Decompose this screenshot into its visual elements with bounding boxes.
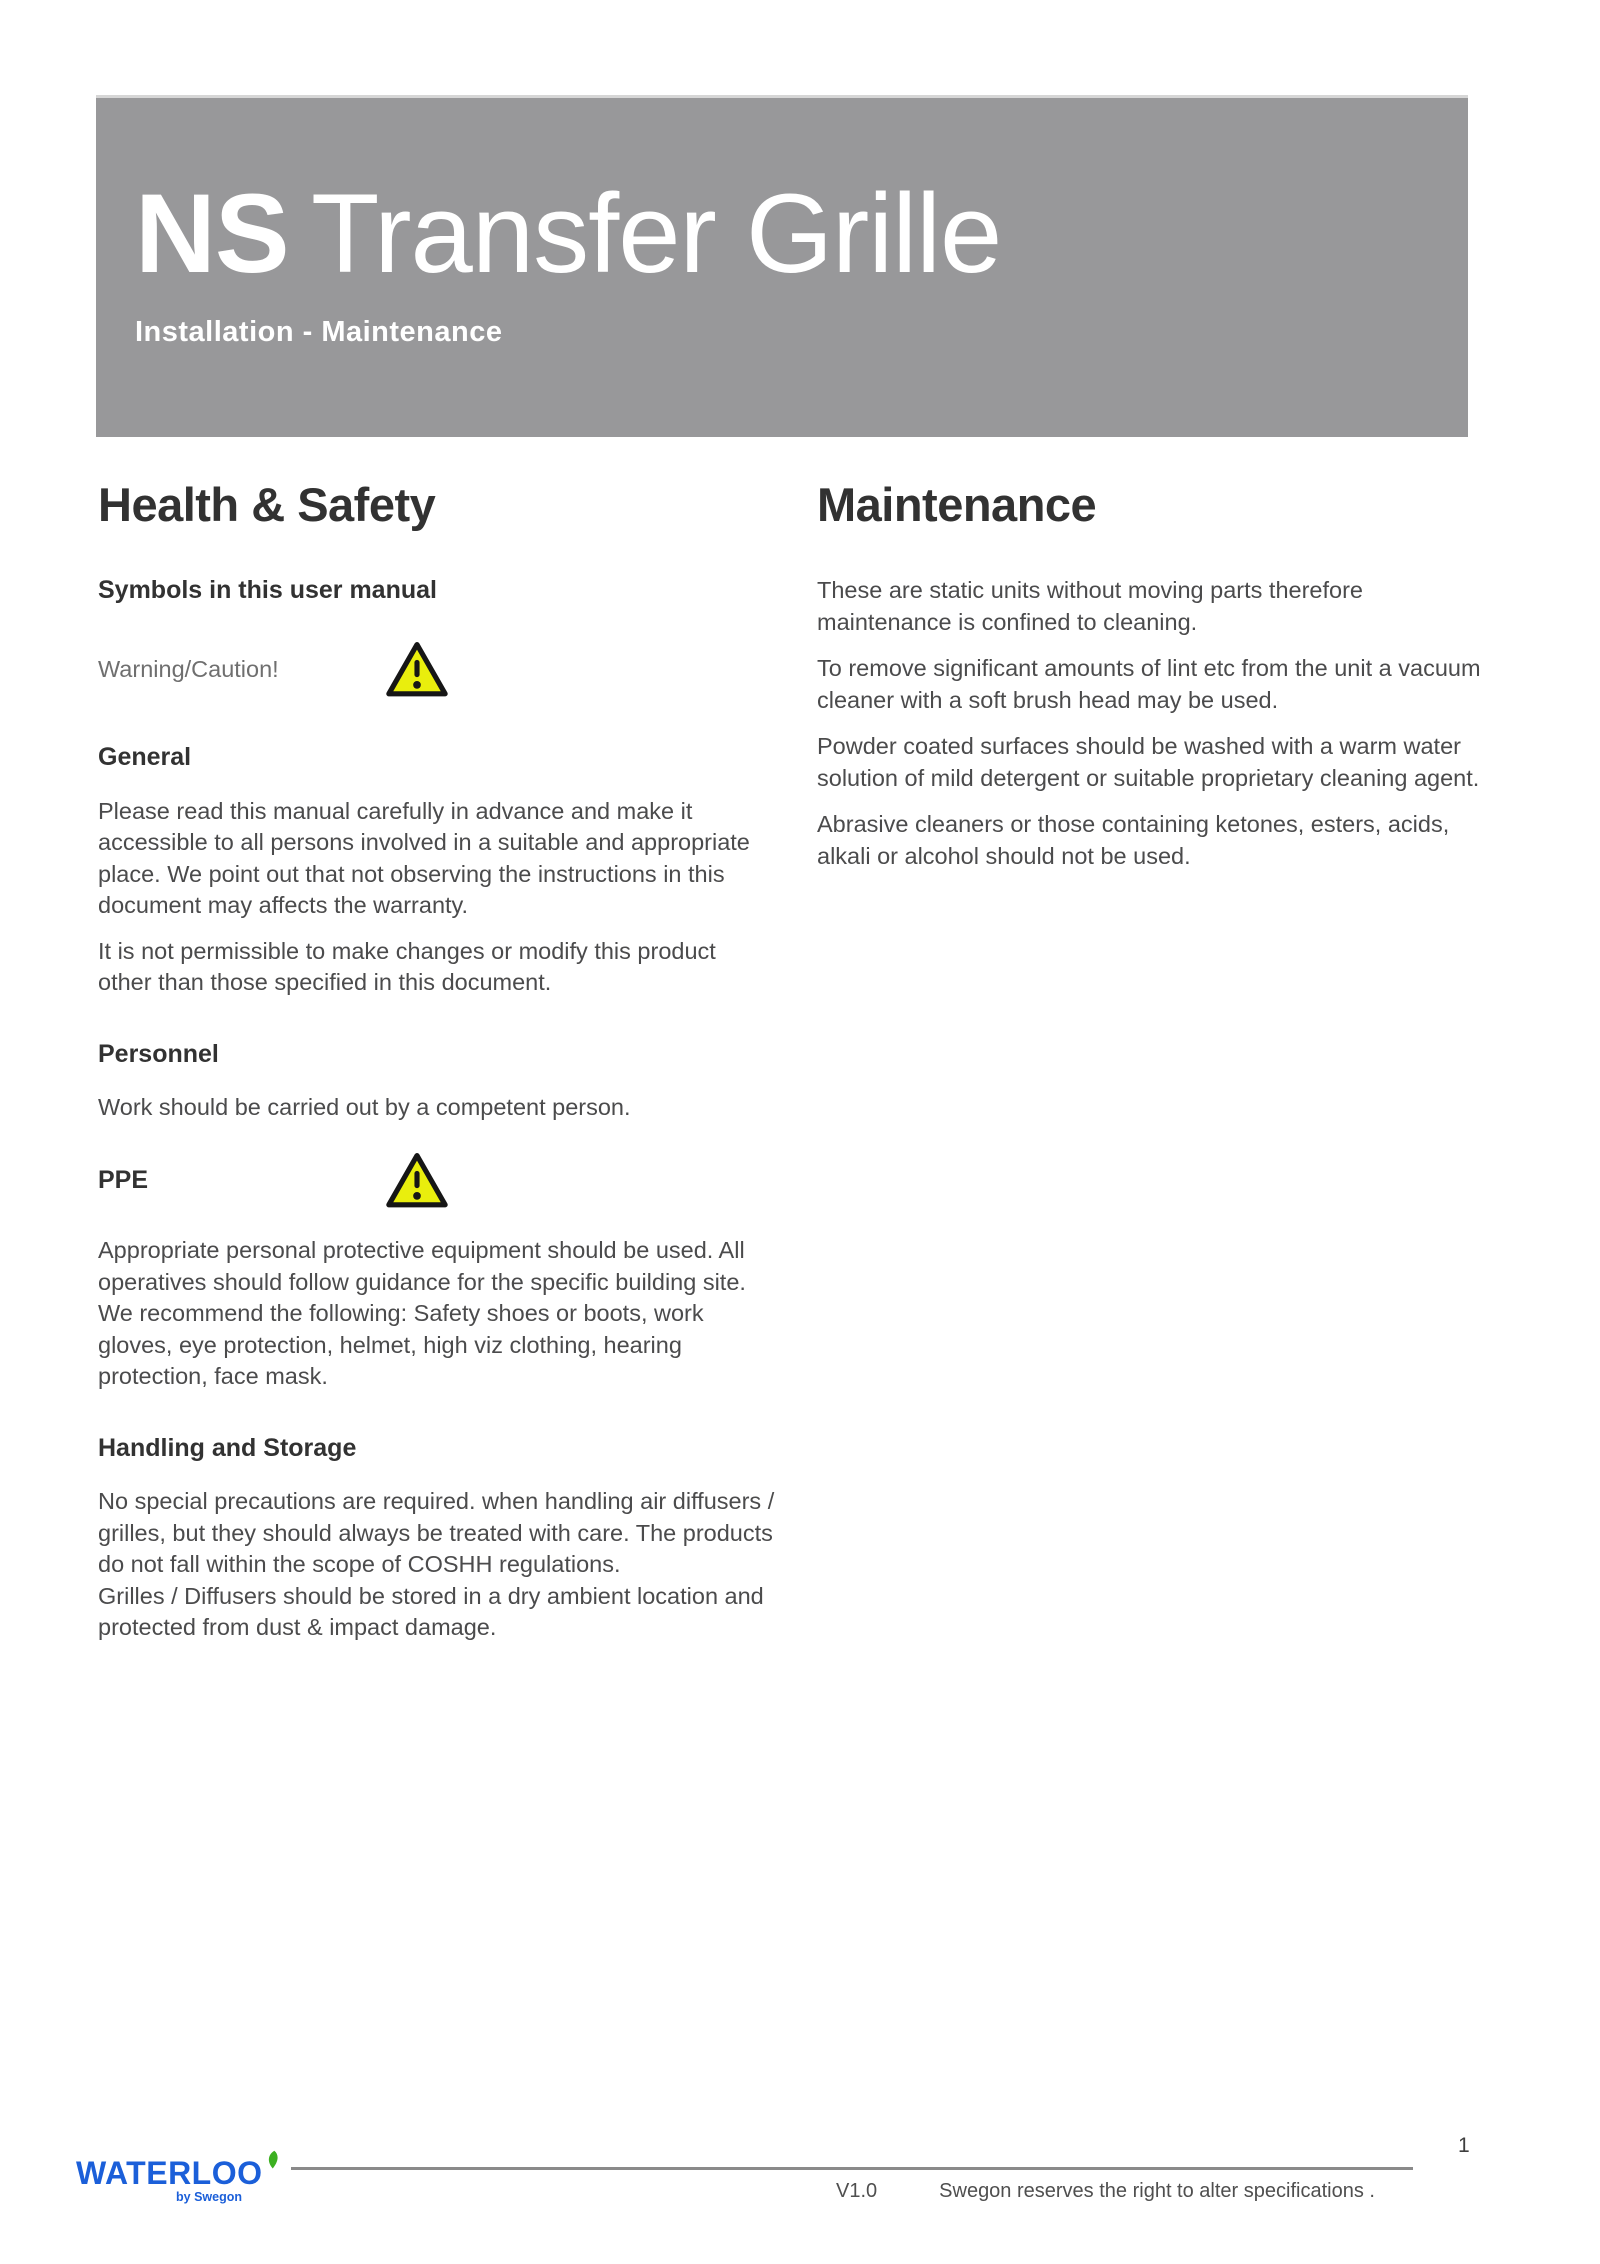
product-title xyxy=(135,98,1468,296)
warning-triangle-icon xyxy=(385,1151,449,1210)
handling-paragraph-1: No special precautions are required. when handling air diffusers / grilles, but they should always be treated with care. The products do not fall within the scope of COSHH regulations. xyxy=(98,1488,775,1578)
health-safety-section xyxy=(98,478,775,1644)
maintenance-paragraph-1: These are static units without moving parts therefore maintenance is confined to cleaning. xyxy=(817,577,1363,635)
ppe-paragraph: Appropriate personal protective equipment should be used. All operatives should follow guidance for the specific building site. We recommend the following: Safety shoes or boots, work gloves, eye protection, helmet, high viz clothing, hearing protection, face mask. xyxy=(98,1237,746,1390)
waterloo-logo xyxy=(76,2150,263,2204)
handling-paragraph-2: Grilles / Diffusers should be stored in a dry ambient location and protected from dust & impact damage. xyxy=(98,1582,764,1641)
ppe-row xyxy=(98,1147,775,1213)
version-label: V1.0 xyxy=(836,2180,878,2202)
title-banner xyxy=(96,95,1468,437)
waterloo-logo-line xyxy=(76,2150,263,2192)
leaf-icon xyxy=(264,2150,280,2170)
content-columns xyxy=(98,478,1494,1644)
general-paragraph-2: It is not permissible to make changes or modify this product other than those specified in this document. xyxy=(98,937,716,996)
symbols-heading: Symbols in this user manual xyxy=(98,576,437,605)
waterloo-logo-text: WATERLOO xyxy=(76,2155,263,2191)
personnel-paragraph: Work should be carried out by a competent person. xyxy=(98,1093,631,1120)
warning-triangle-icon xyxy=(385,640,449,699)
waterloo-logo-subtext: by Swegon xyxy=(176,2190,242,2204)
warning-caution-row xyxy=(98,636,775,702)
document-subtitle: Installation - Maintenance xyxy=(135,316,503,348)
ppe-heading: PPE xyxy=(98,1165,149,1194)
maintenance-paragraph-3: Powder coated surfaces should be washed with a warm water solution of mild detergent or suitable proprietary cleaning agent. xyxy=(817,733,1480,791)
general-paragraph-1: Please read this manual carefully in advance and make it accessible to all persons involved in a suitable and appropriate place. We point out that not observing the instructions in this document may affects the warranty. xyxy=(98,797,750,919)
product-name: Transfer Grille xyxy=(310,171,1002,296)
product-code: NS xyxy=(135,171,289,296)
health-safety-heading: Health & Safety xyxy=(98,478,436,531)
footer-rule xyxy=(291,2167,1413,2170)
maintenance-paragraph-4: Abrasive cleaners or those containing ketones, esters, acids, alkali or alcohol should not be used. xyxy=(817,811,1450,869)
warning-caution-label: Warning/Caution! xyxy=(98,655,279,682)
maintenance-section xyxy=(817,478,1494,1644)
general-heading: General xyxy=(98,743,192,772)
maintenance-heading: Maintenance xyxy=(817,478,1097,531)
personnel-heading: Personnel xyxy=(98,1039,219,1068)
maintenance-paragraph-2: To remove significant amounts of lint etc from the unit a vacuum cleaner with a soft brush head may be used. xyxy=(817,655,1481,713)
handling-storage-heading: Handling and Storage xyxy=(98,1433,357,1462)
disclaimer-text: Swegon reserves the right to alter specifications . xyxy=(939,2180,1375,2202)
page-number: 1 xyxy=(1458,2134,1470,2157)
footer-meta xyxy=(836,2180,1375,2203)
